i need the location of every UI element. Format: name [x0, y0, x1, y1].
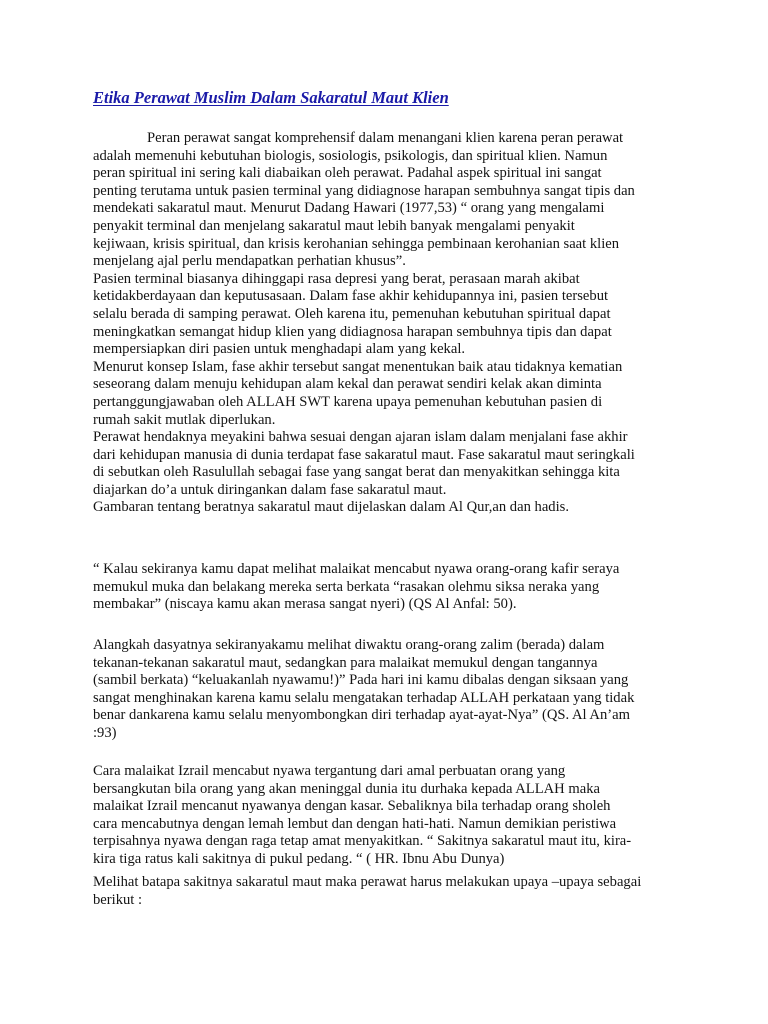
text-line: meningkatkan semangat hidup klien yang didiagnosa harapan sembuhnya tipis dan dapat: [93, 323, 612, 340]
paragraph-al-anam: [93, 637, 683, 743]
text-line: Melihat batapa sakitnya sakaratul maut maka perawat harus melakukan upaya –upaya sebagai: [93, 874, 642, 890]
text-line: penyakit terminal dan menjelang sakaratul maut lebih banyak mengalami penyakit: [93, 217, 575, 234]
text-line: terpisahnya nyawa dengan raga tetap amat menyakitkan. “ Sakitnya sakaratul maut itu, kira-: [93, 833, 632, 850]
text-line: bersangkutan bila orang yang akan meninggal dunia itu durhaka kepada ALLAH maka: [93, 780, 600, 797]
text-line: mempersiapkan diri pasien untuk menghadapi alam yang kekal.: [93, 341, 466, 358]
text-line: menjelang ajal perlu mendapatkan perhatian khusus”.: [93, 253, 406, 270]
text-line: Peran perawat sangat komprehensif dalam menangani klien karena peran perawat: [147, 130, 624, 146]
text-line: Cara malaikat Izrail mencabut nyawa tergantung dari amal perbuatan orang yang: [93, 763, 566, 779]
text-line: Gambaran tentang beratnya sakaratul maut dijelaskan dalam Al Qur,an dan hadis.: [93, 499, 569, 516]
text-line: mendekati sakaratul maut. Menurut Dadang Hawari (1977,53) “ orang yang mengalami: [93, 200, 605, 217]
text-line: :93): [93, 724, 117, 741]
text-line: membakar” (niscaya kamu akan merasa sangat nyeri) (QS Al Anfal: 50).: [93, 596, 517, 613]
paragraph-upaya-perawat: [93, 874, 683, 909]
text-line: Alangkah dasyatnya sekiranyakamu melihat diwaktu orang-orang zalim (berada) dalam: [93, 637, 605, 653]
text-line: selalu berada di samping perawat. Oleh karena itu, pemenuhan kebutuhan spiritual dapat: [93, 305, 611, 322]
text-line: kira tiga ratus kali sakitnya di pukul pedang. “ ( HR. Ibnu Abu Dunya): [93, 850, 505, 867]
paragraph-quote-al-anfal: [93, 561, 683, 614]
text-line: “ Kalau sekiranya kamu dapat melihat malaikat mencabut nyawa orang-orang kafir seraya: [93, 561, 620, 577]
text-line: benar dankarena kamu selalu menyombongkan diri terhadap ayat-ayat-Nya” (QS. Al An’am: [93, 707, 630, 724]
paragraph-malaikat-izrail: [93, 763, 683, 869]
text-line: pertanggungjawaban oleh ALLAH SWT karena upaya pemenuhan kebutuhan pasien di: [93, 393, 603, 410]
text-line: diajarkan do’a untuk diringankan dalam fase sakaratul maut.: [93, 481, 447, 498]
text-line: di sebutkan oleh Rasulullah sebagai fase yang sangat berat dan menyakitkan sehingga kita: [93, 464, 620, 481]
text-line: memukul muka dan belakang mereka serta berkata “rasakan olehmu siksa neraka yang: [93, 578, 600, 595]
text-line: malaikat Izrail mencanut nyawanya dengan kasar. Sebaliknya bila terhadap orang sholeh: [93, 798, 611, 815]
text-line: adalah memenuhi kebutuhan biologis, sosiologis, psikologis, dan spiritual klien. Namun: [93, 147, 608, 164]
text-line: Pasien terminal biasanya dihinggapi rasa depresi yang berat, perasaan marah akibat: [93, 270, 580, 287]
text-line: (sambil berkata) “keluakanlah nyawamu!)” Pada hari ini kamu dibalas dengan siksaan yang: [93, 672, 629, 689]
text-line: cara mencabutnya dengan lemah lembut dan dengan hati-hati. Namun demikian peristiwa: [93, 815, 617, 832]
text-line: rumah sakit mutlak diperlukan.: [93, 411, 276, 428]
text-line: Perawat hendaknya meyakini bahwa sesuai dengan ajaran islam dalam menjalani fase akhir: [93, 429, 628, 446]
text-line: peran spiritual ini sering kali diabaikan oleh perawat. Padahal aspek spiritual ini sangat: [93, 165, 602, 182]
text-line: sangat menghinakan karena kamu selalu mengatakan terhadap ALLAH perkataan yang tidak: [93, 689, 635, 706]
text-line: kejiwaan, krisis spiritual, dan krisis kerohanian sehingga pembinaan kerohanian saat klien: [93, 235, 620, 252]
text-line: Menurut konsep Islam, fase akhir tersebut sangat menentukan baik atau tidaknya kematian: [93, 358, 623, 375]
text-line: berikut :: [93, 891, 143, 908]
text-line: seseorang dalam menuju kehidupan alam kekal dan perawat sendiri kelak akan diminta: [93, 376, 602, 393]
text-line: dari kehidupan manusia di dunia terdapat fase sakaratul maut. Fase sakaratul maut seringkali: [93, 446, 635, 463]
text-line: tekanan-tekanan sakaratul maut, sedangkan para malaikat memukul dengan tangannya: [93, 654, 598, 671]
text-line: ketidakberdayaan dan keputusasaan. Dalam fase akhir kehidupannya ini, pasien tersebut: [93, 288, 609, 305]
document-title[interactable]: Etika Perawat Muslim Dalam Sakaratul Maut Klien: [93, 88, 449, 107]
paragraph-introduction: [93, 130, 683, 517]
text-line: penting terutama untuk pasien terminal yang didiagnose harapan sembuhnya sangat tipis dan: [93, 182, 635, 199]
